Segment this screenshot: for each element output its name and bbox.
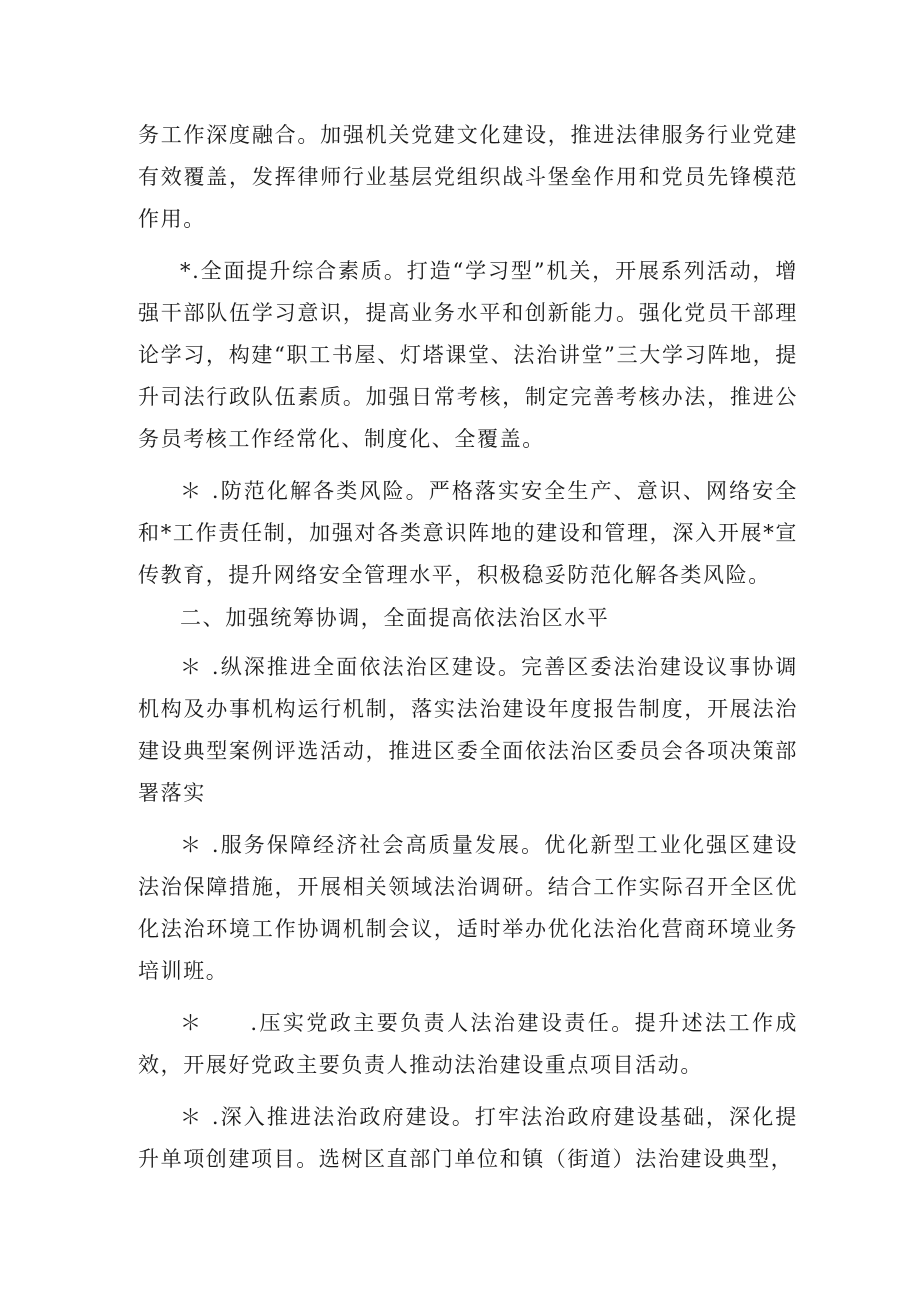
paragraph-economic-development: ＊ .服务保障经济社会高质量发展。优化新型工业化强区建设法治保障措施，开展相关领域法治调研。结合工作实际召开全区优化法治环境工作协调机制会议，适时举办优化法治化营商环境业务培训班。 [138,833,798,983]
section-heading-rule-of-law: 二、加强统筹协调，全面提高依法治区水平 [180,606,610,630]
paragraph-law-based-government: ＊ .深入推进法治政府建设。打牢法治政府建设基础，深化提升单项创建项目。选树区直部门单位和镇（街道）法治建设典型， [138,1105,798,1171]
paragraph-party-building-continuation: 务工作深度融合。加强机关党建文化建设，推进法律服务行业党建有效覆盖，发挥律师行业基层党组织战斗堡垒作用和党员先锋模范作用。 [138,123,798,231]
document-body [138,114,798,1180]
paragraph-prevent-risks: ＊ .防范化解各类风险。严格落实安全生产、意识、网络安全和*工作责任制，加强对各类意识阵地的建设和管理，深入开展*宣传教育，提升网络安全管理水平，积极稳妥防范化解各类风险。 [138,479,798,587]
paragraph-improve-quality: *.全面提升综合素质。打造“学习型”机关，开展系列活动，增强干部队伍学习意识，提高业务水平和创新能力。强化党员干部理论学习，构建“职工书屋、灯塔课堂、法治讲堂”三大学习阵地，提升司法行政队伍素质。加强日常考核，制定完善考核办法，推进公务员考核工作经常化、制度化、全覆盖。 [138,259,798,451]
paragraph-leader-responsibility: ＊ .压实党政主要负责人法治建设责任。提升述法工作成效，开展好党政主要负责人推动法治建设重点项目活动。 [138,1011,798,1077]
paragraph-rule-of-law-construction: ＊ .纵深推进全面依法治区建设。完善区委法治建设议事协调机构及办事机构运行机制，落实法治建设年度报告制度，开展法治建设典型案例评选活动，推进区委全面依法治区委员会各项决策部署落实 [138,655,798,805]
